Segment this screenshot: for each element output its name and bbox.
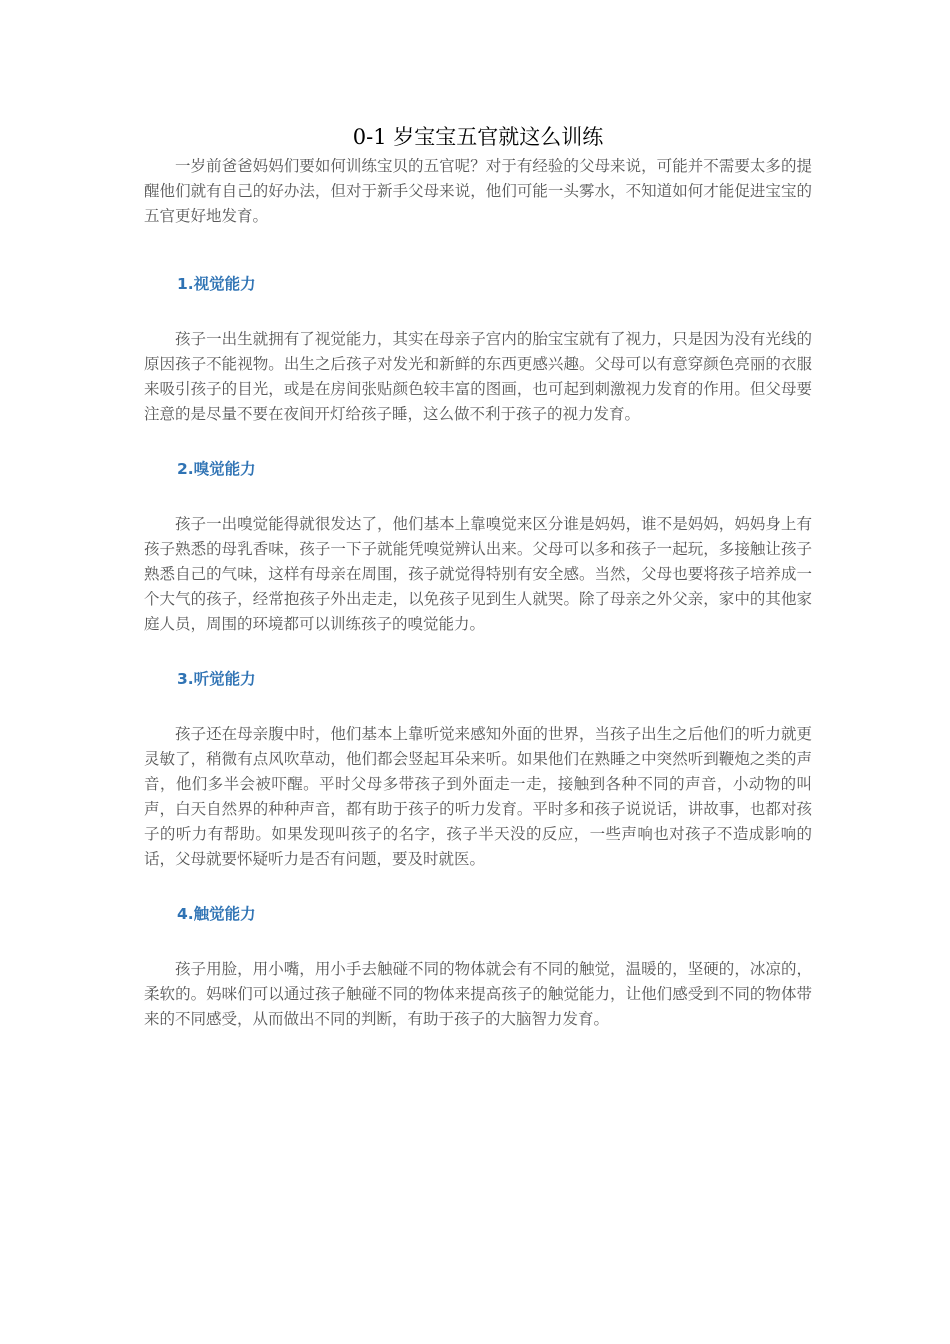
section-body-visual: 孩子一出生就拥有了视觉能力，其实在母亲子宫内的胎宝宝就有了视力，只是因为没有光线的原因孩子不能视物。出生之后孩子对发光和新鲜的东西更感兴趣。父母可以有意穿颜色亮丽的衣服来吸引孩子的目光，或是在房间张贴颜色较丰富的图画，也可起到刺激视力发育的作用。但父母要注意的是尽量不要在夜间开灯给孩子睡，这么做不利于孩子的视力发育。 [144, 330, 812, 423]
section-body-smell: 孩子一出嗅觉能得就很发达了，他们基本上靠嗅觉来区分谁是妈妈，谁不是妈妈，妈妈身上有孩子熟悉的母乳香味，孩子一下子就能凭嗅觉辨认出来。父母可以多和孩子一起玩，多接触让孩子熟悉自己的气味，这样有母亲在周围，孩子就觉得特别有安全感。当然，父母也要将孩子培养成一个大气的孩子，经常抱孩子外出走走，以免孩子见到生人就哭。除了母亲之外父亲，家中的其他家庭人员，周围的环境都可以训练孩子的嗅觉能力。 [144, 515, 812, 633]
intro-paragraph: 一岁前爸爸妈妈们要如何训练宝贝的五官呢？对于有经验的父母来说，可能并不需要太多的提醒他们就有自己的好办法，但对于新手父母来说，他们可能一头雾水，不知道如何才能促进宝宝的五官更好地发育。 [144, 157, 812, 225]
section-heading-smell: 2.嗅觉能力 [177, 460, 256, 478]
document-title: 0-1 岁宝宝五官就这么训练 [352, 125, 604, 149]
section-heading-visual: 1.视觉能力 [177, 275, 256, 293]
document-content [144, 120, 812, 1032]
section-body-touch: 孩子用脸，用小嘴，用小手去触碰不同的物体就会有不同的触觉，温暖的，坚硬的，冰凉的，柔软的。妈咪们可以通过孩子触碰不同的物体来提高孩子的触觉能力，让他们感受到不同的物体带来的不同感受，从而做出不同的判断，有助于孩子的大脑智力发育。 [144, 960, 812, 1028]
section-heading-touch: 4.触觉能力 [177, 905, 256, 923]
section-heading-hearing: 3.听觉能力 [177, 670, 256, 688]
section-body-hearing: 孩子还在母亲腹中时，他们基本上靠听觉来感知外面的世界，当孩子出生之后他们的听力就更灵敏了，稍微有点风吹草动，他们都会竖起耳朵来听。如果他们在熟睡之中突然听到鞭炮之类的声音，他们多半会被吓醒。平时父母多带孩子到外面走一走，接触到各种不同的声音，小动物的叫声，白天自然界的种种声音，都有助于孩子的听力发育。平时多和孩子说说话，讲故事，也都对孩子的听力有帮助。如果发现叫孩子的名字，孩子半天没的反应，一些声响也对孩子不造成影响的话，父母就要怀疑听力是否有问题，要及时就医。 [144, 725, 812, 868]
